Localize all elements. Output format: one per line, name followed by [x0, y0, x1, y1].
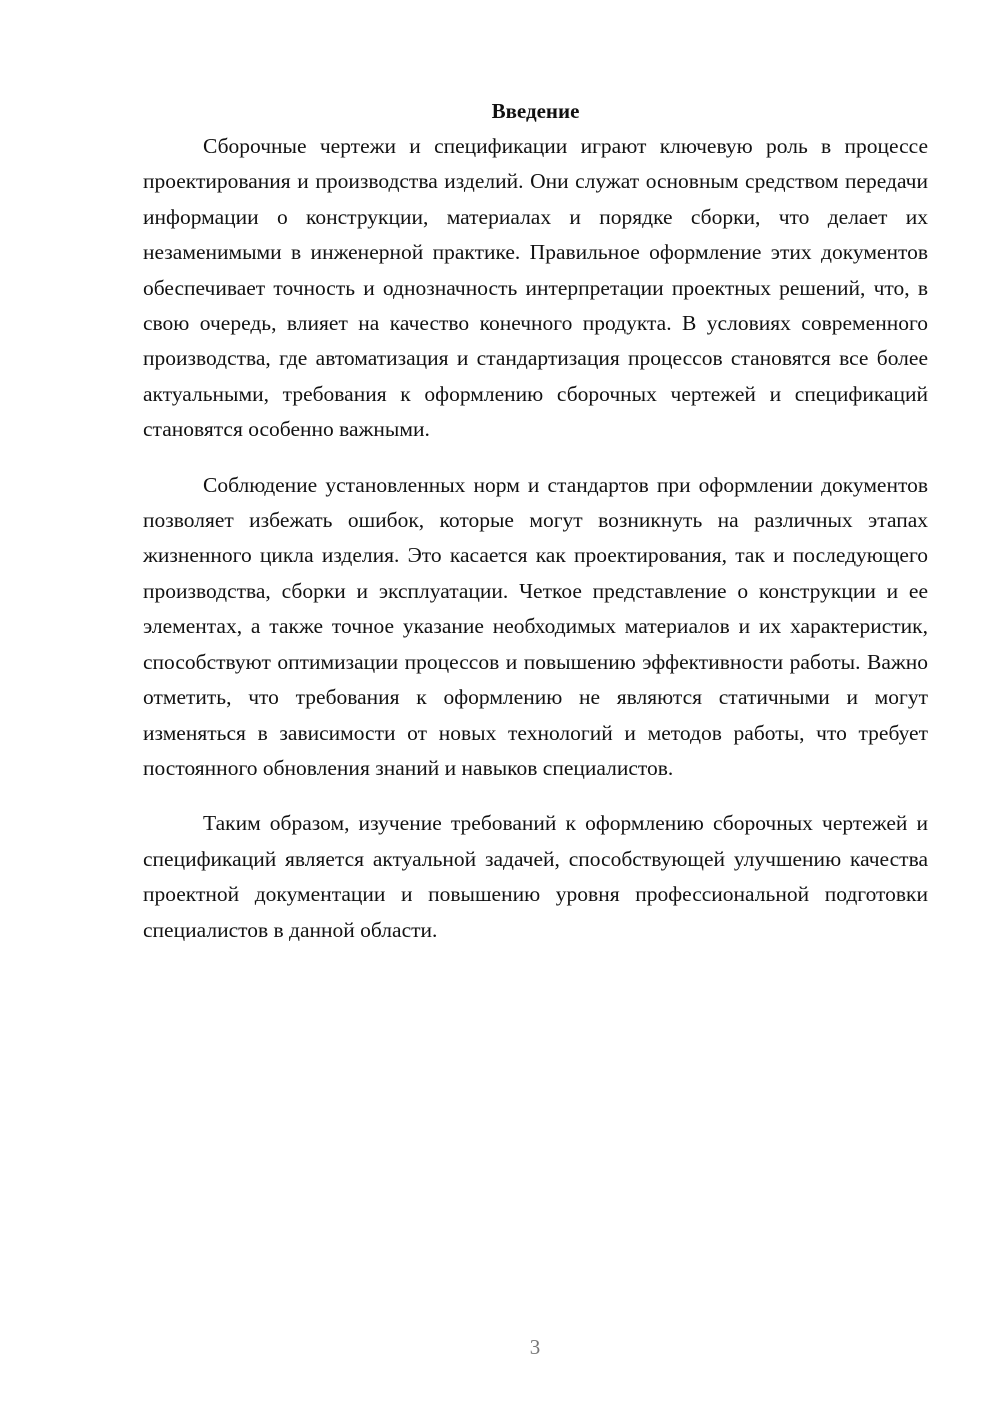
page-title: Введение [491, 99, 580, 123]
page-number: 3 [529, 1335, 541, 1359]
paragraph-3: Таким образом, изучение требований к оформлению сборочных чертежей и спецификаций является актуальной задачей, способствующей улучшению качества проектной документации и повышению уровня профессиональной подготовки специалистов в данной области. [143, 811, 928, 942]
page-content [143, 96, 928, 948]
paragraph-1: Сборочные чертежи и спецификации играют ключевую роль в процессе проектирования и производства изделий. Они служат основным средством передачи информации о конструкции, материалах и порядке сборки, что делает их незаменимыми в инженерной практике. Правильное оформление этих документов обеспечивает точность и однозначность интерпретации проектных решений, что, в свою очередь, влияет на качество конечного продукта. В условиях современного производства, где автоматизация и стандартизация процессов становятся все более актуальными, требования к оформлению сборочных чертежей и спецификаций становятся особенно важными. [143, 134, 928, 442]
paragraph-2: Соблюдение установленных норм и стандартов при оформлении документов позволяет избежать ошибок, которые могут возникнуть на различных этапах жизненного цикла изделия. Это касается как проектирования, так и последующего производства, сборки и эксплуатации. Четкое представление о конструкции и ее элементах, а также точное указание необходимых материалов и их характеристик, способствуют оптимизации процессов и повышению эффективности работы. Важно отметить, что требования к оформлению не являются статичными и могут изменяться в зависимости от новых технологий и методов работы, что требует постоянного обновления знаний и навыков специалистов. [143, 472, 928, 780]
